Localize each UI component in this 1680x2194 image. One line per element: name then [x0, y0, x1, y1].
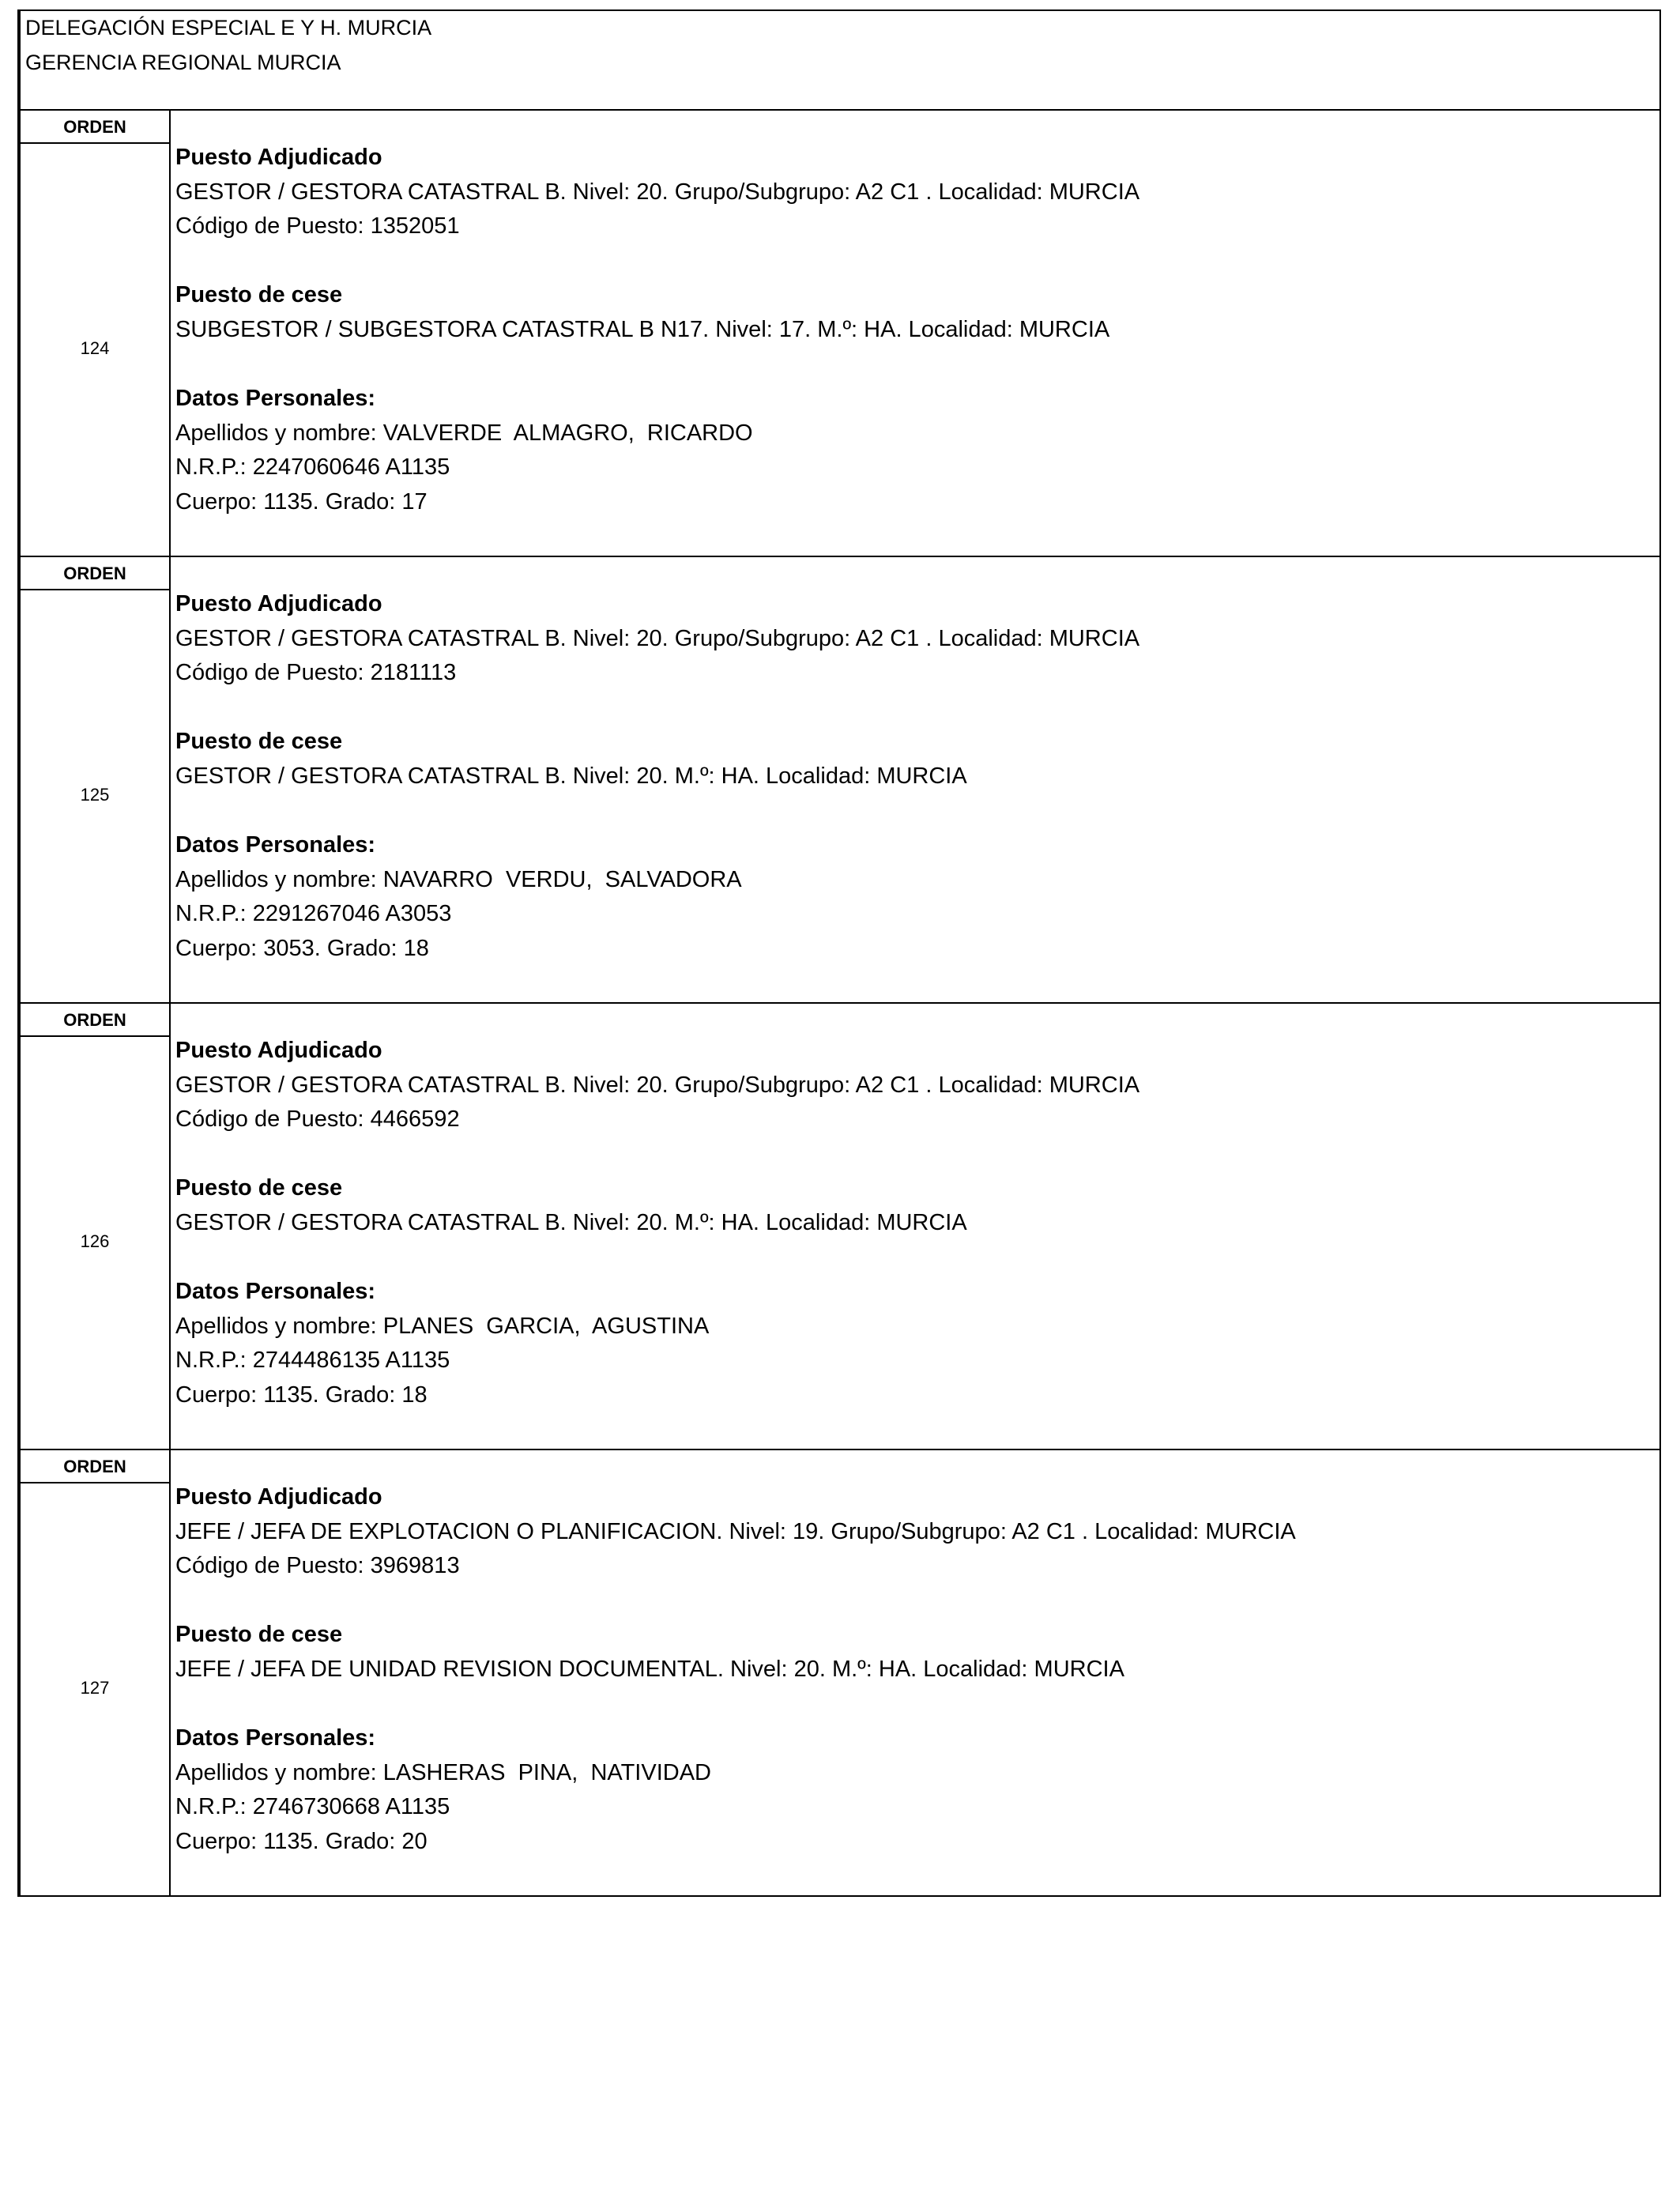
- puesto-adjudicado-text: JEFE / JEFA DE EXPLOTACION O PLANIFICACION. Nivel: 19. Grupo/Subgrupo: A2 C1 . Localidad: MURCIA: [175, 1518, 1296, 1544]
- puesto-adjudicado-text: GESTOR / GESTORA CATASTRAL B. Nivel: 20. Grupo/Subgrupo: A2 C1 . Localidad: MURCIA: [175, 1072, 1140, 1098]
- orden-label: ORDEN: [21, 1004, 169, 1037]
- orden-number: 125: [80, 785, 110, 805]
- puesto-cese-text: GESTOR / GESTORA CATASTRAL B. Nivel: 20. M.º: HA. Localidad: MURCIA: [175, 763, 967, 789]
- nrp: N.R.P.: 2291267046 A3053: [175, 901, 452, 927]
- datos-personales-heading: Datos Personales:: [175, 832, 376, 858]
- orden-number: 124: [80, 338, 110, 358]
- orden-column: [21, 557, 171, 1002]
- puesto-cese-text: GESTOR / GESTORA CATASTRAL B. Nivel: 20. M.º: HA. Localidad: MURCIA: [175, 1209, 967, 1235]
- puesto-cese-heading: Puesto de cese: [175, 282, 343, 308]
- cuerpo-grado: Cuerpo: 1135. Grado: 17: [175, 488, 428, 515]
- entry-details: [175, 1034, 1652, 1413]
- orden-column: [21, 1004, 171, 1449]
- gerencia-title: GERENCIA REGIONAL MURCIA: [25, 51, 341, 74]
- cuerpo-grado: Cuerpo: 3053. Grado: 18: [175, 935, 429, 961]
- codigo-puesto: Código de Puesto: 3969813: [175, 1553, 460, 1579]
- orden-column: [21, 111, 171, 556]
- orden-column: [21, 1450, 171, 1895]
- puesto-adjudicado-text: GESTOR / GESTORA CATASTRAL B. Nivel: 20. Grupo/Subgrupo: A2 C1 . Localidad: MURCIA: [175, 179, 1140, 205]
- puesto-cese-heading: Puesto de cese: [175, 729, 343, 755]
- orden-label: ORDEN: [21, 111, 169, 144]
- codigo-puesto: Código de Puesto: 4466592: [175, 1106, 460, 1133]
- datos-personales-heading: Datos Personales:: [175, 1279, 376, 1305]
- apellidos-nombre: Apellidos y nombre: LASHERAS PINA, NATIVIDAD: [175, 1759, 711, 1785]
- document: [17, 9, 1661, 1897]
- cuerpo-grado: Cuerpo: 1135. Grado: 20: [175, 1828, 428, 1854]
- orden-label: ORDEN: [21, 557, 169, 590]
- datos-personales-heading: Datos Personales:: [175, 1725, 376, 1751]
- puesto-adjudicado-text: GESTOR / GESTORA CATASTRAL B. Nivel: 20. Grupo/Subgrupo: A2 C1 . Localidad: MURCIA: [175, 625, 1140, 651]
- puesto-adjudicado-heading: Puesto Adjudicado: [175, 145, 382, 170]
- delegacion-title: DELEGACIÓN ESPECIAL E Y H. MURCIA: [25, 16, 432, 40]
- puesto-adjudicado-heading: Puesto Adjudicado: [175, 591, 382, 616]
- entry-details: [175, 1480, 1652, 1860]
- orden-number: 126: [80, 1231, 110, 1251]
- puesto-cese-text: JEFE / JEFA DE UNIDAD REVISION DOCUMENTAL. Nivel: 20. M.º: HA. Localidad: MURCIA: [175, 1656, 1124, 1682]
- entry-124: [17, 111, 1661, 557]
- nrp: N.R.P.: 2247060646 A1135: [175, 454, 450, 481]
- puesto-cese-heading: Puesto de cese: [175, 1175, 343, 1201]
- nrp: N.R.P.: 2744486135 A1135: [175, 1348, 450, 1374]
- codigo-puesto: Código de Puesto: 1352051: [175, 213, 460, 239]
- apellidos-nombre: Apellidos y nombre: PLANES GARCIA, AGUSTINA: [175, 1313, 710, 1339]
- apellidos-nombre: Apellidos y nombre: VALVERDE ALMAGRO, RICARDO: [175, 420, 753, 446]
- cuerpo-grado: Cuerpo: 1135. Grado: 18: [175, 1382, 428, 1408]
- entry-details: [175, 141, 1652, 520]
- puesto-cese-text: SUBGESTOR / SUBGESTORA CATASTRAL B N17. Nivel: 17. M.º: HA. Localidad: MURCIA: [175, 316, 1110, 342]
- puesto-cese-heading: Puesto de cese: [175, 1622, 343, 1648]
- orden-number: 127: [80, 1678, 110, 1698]
- nrp: N.R.P.: 2746730668 A1135: [175, 1794, 450, 1820]
- apellidos-nombre: Apellidos y nombre: NAVARRO VERDU, SALVADORA: [175, 866, 742, 892]
- entry-details: [175, 587, 1652, 967]
- header-box: [17, 9, 1661, 111]
- puesto-adjudicado-heading: Puesto Adjudicado: [175, 1484, 382, 1510]
- puesto-adjudicado-heading: Puesto Adjudicado: [175, 1038, 382, 1063]
- orden-label: ORDEN: [21, 1450, 169, 1483]
- entry-125: [17, 557, 1661, 1004]
- entry-127: [17, 1450, 1661, 1897]
- entry-126: [17, 1004, 1661, 1450]
- codigo-puesto: Código de Puesto: 2181113: [175, 660, 457, 686]
- datos-personales-heading: Datos Personales:: [175, 386, 376, 412]
